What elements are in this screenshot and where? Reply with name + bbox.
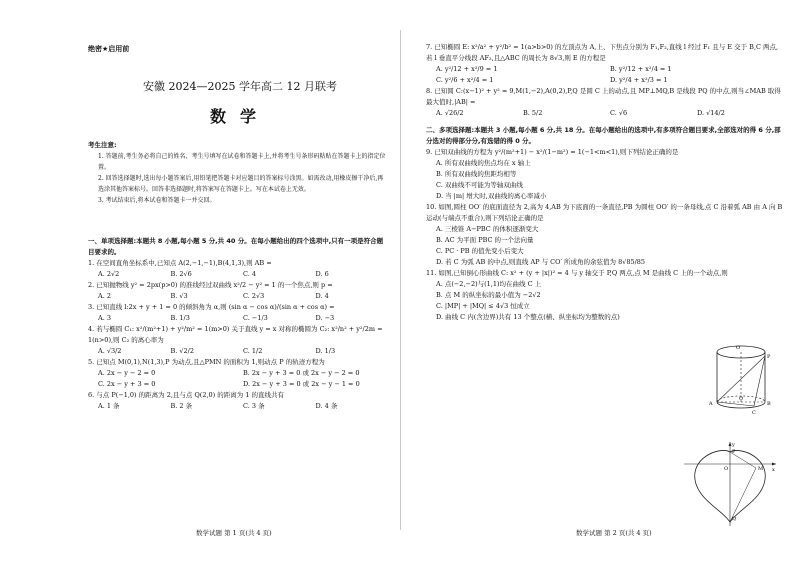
fig-label: C	[752, 410, 756, 416]
answer-option: D. 4	[315, 292, 329, 300]
page-divider	[400, 30, 401, 530]
question-options	[98, 346, 388, 357]
answer-option: C. 2x − y + 3 = 0	[98, 380, 156, 388]
question-stem: 4. 若与椭圆 C₁: x²/(m²+1) + y²/m² = 1(m>0) 关于直线 y = x 对称的椭圆为 C₂: x²/n² + y²/2m = 1(n>0),则 C₂ 的离心率为	[88, 325, 383, 344]
question-options	[98, 368, 388, 390]
answer-option: C. −1/3	[243, 314, 268, 322]
cylinder-figure	[706, 342, 776, 418]
fig-label: Q	[732, 516, 737, 522]
answer-option: B. y²/12 + x²/4 = 1	[610, 65, 672, 73]
answer-option: B. 2√6	[170, 270, 192, 278]
question-stem: 8. 已知圆 C:(x−1)² + y² = 9,M(1,−2),A(0,2),P,Q 是圆 C 上的动点,且 MP⊥MQ,B 是线段 PQ 的中点,则当∠MAB 取得最大值时,|AB| =	[426, 87, 781, 106]
fig-label: A	[709, 401, 713, 407]
answer-option: D. √14/2	[697, 109, 725, 117]
section-multi-choice: 二、多项选择题:本题共 3 小题,每小题 6 分,共 18 分。在每小题给出的选项中,有多项符合题目要求,全部选对的得 6 分,部分选对的得部分分,有选错的得 0 分。	[426, 126, 781, 145]
exam-title: 安徽 2024—2025 学年高二 12 月联考	[143, 80, 337, 93]
answer-option: B. √3	[170, 292, 188, 300]
heart-curve-figure	[680, 438, 780, 528]
question-stem: 6. 与点 P(−1,0) 的距离为 2,且与点 Q(2,0) 的距离为 1 的直线共有	[88, 391, 285, 399]
subject-title: 数学	[209, 107, 270, 126]
question-options	[436, 64, 784, 86]
answer-option: C. 4	[243, 270, 257, 278]
fig-label: x	[772, 467, 775, 473]
question-options	[436, 224, 784, 268]
answer-option: D. 4 条	[315, 402, 338, 410]
note-item: 2. 回答选择题时,选出每小题答案后,用铅笔把答题卡对应题目的答案标号涂黑。如需改动,用橡皮擦干净后,再选涂其他答案标号。回答非选择题时,将答案写在答题卡上。写在本试卷上无效。	[98, 175, 384, 193]
question-stem: 2. 已知抛物线 y² = 2px(p>0) 的准线经过双曲线 x²/2 − y² = 1 的一个焦点,则 p =	[88, 281, 333, 289]
right-question-list-2	[426, 147, 784, 323]
fig-label: O	[739, 396, 744, 402]
exam-notes	[88, 140, 386, 206]
answer-option: A. √26/2	[436, 109, 464, 117]
question-options	[98, 269, 388, 280]
question-stem: 5. 已知点 M(0,1),N(1,3),P 为动点,且△PMN 的面积为 1,则动点 P 的轨迹方程为	[88, 358, 325, 366]
question-options	[436, 158, 784, 202]
fig-label: P	[767, 354, 771, 360]
answer-option: A. √3/2	[98, 347, 122, 355]
question-options	[436, 108, 784, 119]
left-question-list	[88, 258, 388, 412]
fig-label: O′	[736, 345, 742, 351]
answer-option: A. 3	[98, 314, 111, 322]
fig-label: y	[732, 442, 735, 448]
secret-label: 绝密★启用前	[88, 45, 130, 53]
note-item: 3. 考试结束后,将本试卷和答题卡一并交回。	[98, 197, 216, 204]
answer-option: B. 点 M 的纵坐标的最小值为 −2√2	[436, 291, 541, 299]
section-single-choice: 一、单项选择题:本题共 8 小题,每小题 5 分,共 40 分。在每小题给出的四个选项中,只有一项是符合题目要求的。	[88, 237, 384, 256]
answer-option: A. 1 条	[98, 402, 120, 410]
answer-option: B. 所有双曲线的焦距均相等	[436, 170, 517, 178]
question-options	[98, 313, 388, 324]
answer-option: A. 三棱锥 A−PBC 的体积逐渐变大	[436, 225, 539, 233]
question-stem: 1. 在空间直角坐标系中,已知点 A(2,−1,−1),B(4,1,3),则 AB =	[88, 259, 272, 267]
answer-option: B. 2x − y + 3 = 0 或 2x − y − 2 = 0	[243, 369, 360, 377]
answer-option: C. √6	[610, 109, 628, 117]
answer-option: C. 1/2	[243, 347, 263, 355]
question-stem: 3. 已知直线 l:2x + y + 1 = 0 的倾斜角为 α,则 (sin α − cos α)/(sin α + cos α) =	[88, 303, 335, 311]
question-options	[98, 291, 388, 302]
question-stem: 7. 已知椭圆 E: x²/a² + y²/b² = 1(a>b>0) 的左顶点为 A,上、下焦点分别为 F₁,F₂,直线 l 经过 F₁ 且与 E 交于 B,C 两点,若 l 垂直平分线段 AF₂,且△ABC 的周长为 8√3,则 E 的方程是	[426, 43, 779, 62]
footer-left: 数学试题 第 1 页(共 4 页)	[196, 529, 272, 537]
answer-option: C. 双曲线不可能为等轴双曲线	[436, 181, 523, 189]
answer-option: D. 6	[315, 270, 329, 278]
answer-option: B. 5/2	[523, 109, 543, 117]
answer-option: B. 2 条	[170, 402, 193, 410]
answer-option: B. AC 为平面 PBC 的一个法向量	[436, 236, 534, 244]
answer-option: A. 点(−2,−2)与(1,1)均在曲线 C 上	[436, 280, 542, 288]
fig-label: B	[767, 401, 771, 407]
answer-option: B. √2/2	[170, 347, 195, 355]
left-column	[88, 236, 388, 412]
answer-option: D. 若 C 为弧 AB 的中点,则直线 AP 与 CO′ 所成角的余弦值为 8√85/85	[436, 258, 646, 266]
question-options	[98, 401, 388, 412]
question-stem: 10. 如图,圆柱 OO′ 的底面直径为 2,高为 4,AB 为下底面的一条直径,PB 为圆柱 OO′ 的一条母线,点 C 沿着弧 AB 由 A 向 B 运动(与端点不重合),则下列结论正确的是	[426, 203, 783, 222]
right-column	[426, 42, 784, 323]
answer-option: A. 2√2	[98, 270, 120, 278]
answer-option: D. 1/3	[315, 347, 336, 355]
answer-option: D. −3	[315, 314, 335, 322]
answer-option: A. y²/12 + x²/9 = 1	[436, 65, 498, 73]
answer-option: C. PC · PB 的值先变小后变大	[436, 247, 524, 255]
footer-right: 数学试题 第 2 页(共 4 页)	[576, 529, 652, 537]
answer-option: C. |MP| + |MQ| ≤ 4√3 恒成立	[436, 302, 530, 310]
notes-title: 考生注意:	[88, 141, 117, 149]
answer-option: A. 所有双曲线的焦点均在 x 轴上	[436, 159, 531, 167]
question-stem: 9. 已知双曲线的方程为 y²/(m²+1) − x²/(1−m²) = 1(−1<m<1),则下列结论正确的是	[426, 148, 679, 156]
answer-option: D. 曲线 C 内(含边界)共有 13 个整点(横、纵坐标均为整数的点)	[436, 313, 620, 321]
answer-option: A. 2x − y − 2 = 0	[98, 369, 156, 377]
answer-option: B. 1/3	[170, 314, 190, 322]
fig-label: O	[724, 466, 729, 472]
question-options	[436, 279, 784, 323]
fig-label: M	[758, 466, 764, 472]
answer-option: C. y²/6 + x²/4 = 1	[436, 76, 494, 84]
answer-option: D. y²/4 + x²/3 = 1	[610, 76, 668, 84]
question-stem: 11. 如图,已知倒心形曲线 C: x² + (y + |x|)² = 4 与 y 轴交于 P,Q 两点,点 M 是曲线 C 上的一个动点,则	[426, 269, 728, 277]
answer-option: A. 2	[98, 292, 111, 300]
fig-label: P	[732, 449, 736, 455]
answer-option: D. 2x − y + 3 = 0 或 2x − y − 1 = 0	[243, 380, 360, 388]
answer-option: D. 当 |m| 增大时,双曲线的离心率减小	[436, 192, 547, 200]
answer-option: C. 3 条	[243, 402, 265, 410]
right-question-list	[426, 42, 784, 119]
note-item: 1. 答题前,考生务必将自己的姓名、考生号填写在试卷和答题卡上,并将考生号条形码粘贴在答题卡上的指定位置。	[98, 153, 386, 171]
answer-option: C. 2√3	[243, 292, 265, 300]
